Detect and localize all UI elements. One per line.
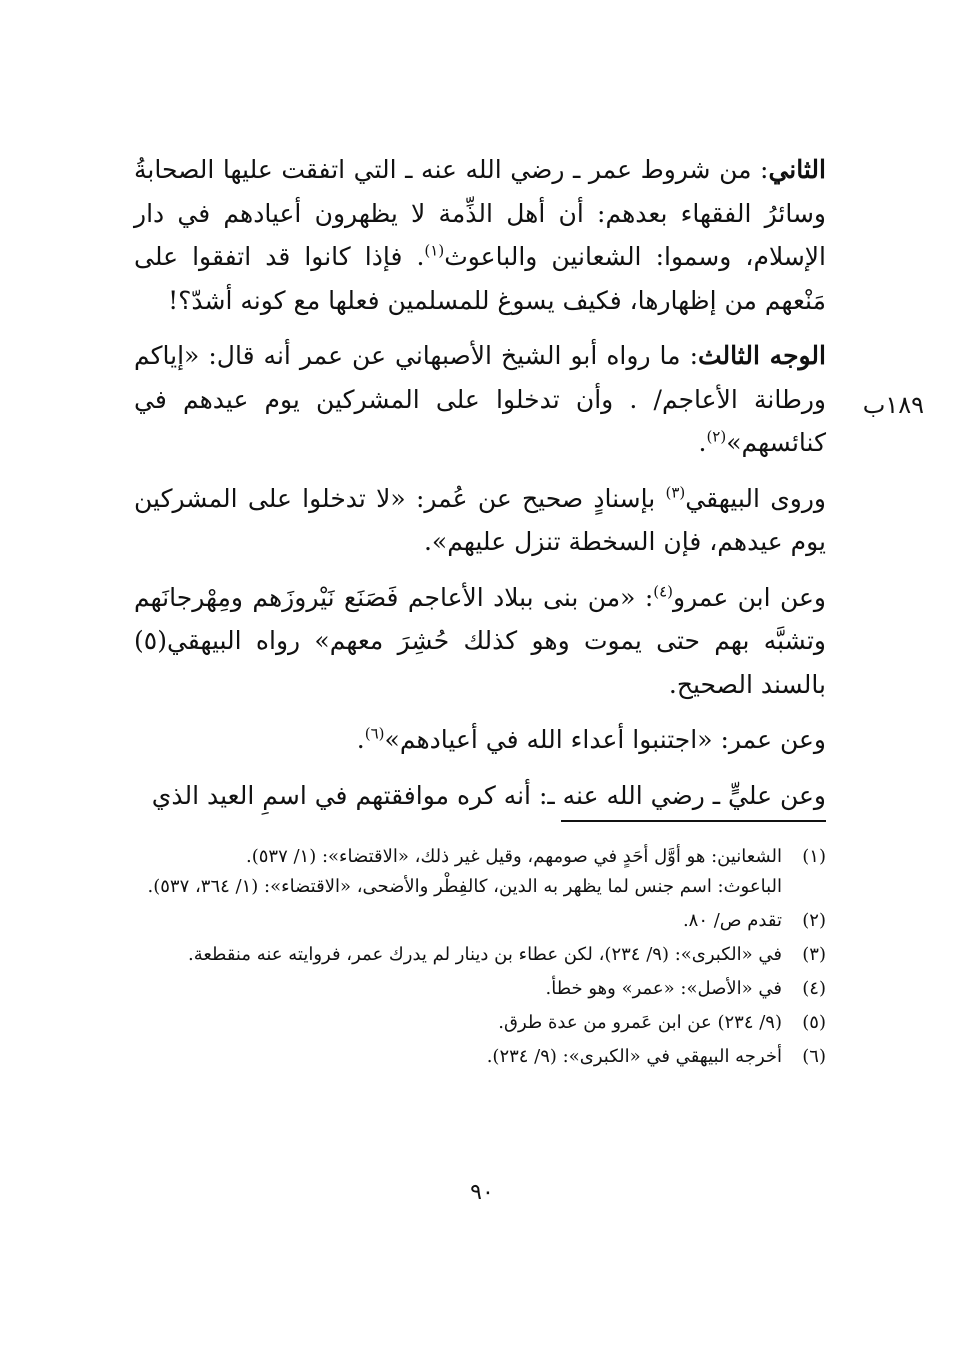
footnote-number: (٣) [802,944,826,965]
footnote-text [134,1008,782,1038]
paragraph-tail: : «من بنى ببلاد الأعاجم فَصَنَع نَيْروزَهم ومِهْرجانَهم وتشبَّه بهم حتى يموت وهو كذلك حُشِرَ معهم» رواه البيهقي(٥) بالسند الصحيح. [134,582,826,699]
footnote-line: تقدم ص/ ٨٠. [682,910,782,931]
paragraph-text: : من شروط عمر ـ رضي الله عنه ـ التي اتفقت عليها الصحابةُ وسائرُ الفقهاء بعدهم: أن أهل الذِّمة لا يظهرون أعيادهم في دار الإسلام، وسموا: الشعانين والباعوث [134,155,827,271]
footnote-ref[interactable]: (٦) [364,724,385,743]
footnote-line: في «الكبرى»: (٩/ ٢٣٤)، لكن عطاء بن دينار لم يدرك عمر، فروايته عنه منقطعة. [188,944,782,965]
paragraph-text: وروى البيهقي [685,483,826,513]
paragraph-5 [134,718,826,762]
footnote-number: (١) [802,846,826,867]
footnotes [134,842,826,1076]
paragraph-text: وعن عليٍّ ـ رضي الله عنه ـ: أنه كره موافقتهم في اسمِ العيد الذي [151,780,826,810]
paragraph-tail: . [698,428,707,457]
main-text [134,148,826,829]
footnote-text [134,906,782,936]
paragraph-tail: بإسنادٍ صحيح عن عُمر: «لا تدخلوا على المشركين يوم عيدهم، فإن السخطة تنزل عليهم». [134,483,826,556]
footnote-line: الشعانين: هو أوَّل أحَدٍ في صومهم، وقيل غير ذلك، «الاقتضاء»: (١/ ٥٣٧). [245,846,782,867]
footnote-ref[interactable]: (٣) [665,483,686,502]
paragraph-tail: . فإذا كانوا قد اتفقوا على مَنْعهم من إظهارها، فكيف يسوغ للمسلمين فعلها مع كونه أشدّ؟! [134,242,826,315]
paragraph-text: وعن عمر: «اجتنبوا أعداء الله في أعيادهم» [384,725,826,754]
paragraph-6 [134,774,826,818]
footnote-number: (٥) [802,1012,826,1033]
footnote-line: الباعوث: اسم جنس لما يظهر به الدين، كالفِطْر والأضحى، «الاقتضاء»: (١/ ٣٦٤، ٥٣٧). [147,876,782,897]
paragraph-text: : ما رواه أبو الشيخ الأصبهاني عن عمر أنه قال: «إياكم ورطانة الأعاجم/ . وأن تدخلوا على المشركين يوم عيدهم في كنائسهم» [134,341,826,457]
paragraph-4 [134,576,826,707]
page-number: ٩٠ [470,1180,494,1205]
paragraph-lead: الثاني [768,155,826,184]
footnote [134,1042,826,1072]
paragraph-text: وعن ابن عمرو [673,582,826,612]
paragraph-3 [134,477,826,564]
footnote-separator [561,820,826,822]
paragraph-lead: الوجه الثالث [698,341,826,370]
footnote-number: (٤) [802,978,826,999]
footnote [134,1008,826,1038]
paragraph-2 [134,334,826,465]
manuscript-folio-marker: ١٨٩ب [862,391,924,419]
footnote-text [134,1042,782,1072]
footnote-ref[interactable]: (١) [424,241,445,260]
footnote [134,842,826,902]
footnote-text [134,940,782,970]
footnote-line: في «الأصل»: «عمر» وهو خطأ. [545,978,782,999]
footnote-number: (٦) [802,1046,826,1067]
footnote-line: أخرجه البيهقي في «الكبرى»: (٩/ ٢٣٤). [486,1046,782,1067]
footnote-text [134,842,782,902]
footnote-line: (٩/ ٢٣٤) عن ابن عَمرو من عدة طرق. [498,1012,782,1033]
footnote [134,906,826,936]
footnote-ref[interactable]: (٤) [653,582,674,601]
paragraph-tail: . [356,725,365,754]
footnote-ref[interactable]: (٢) [706,427,727,446]
footnote [134,940,826,970]
footnote-text [134,974,782,1004]
footnote-number: (٢) [802,910,826,931]
footnote [134,974,826,1004]
paragraph-1 [134,148,826,322]
